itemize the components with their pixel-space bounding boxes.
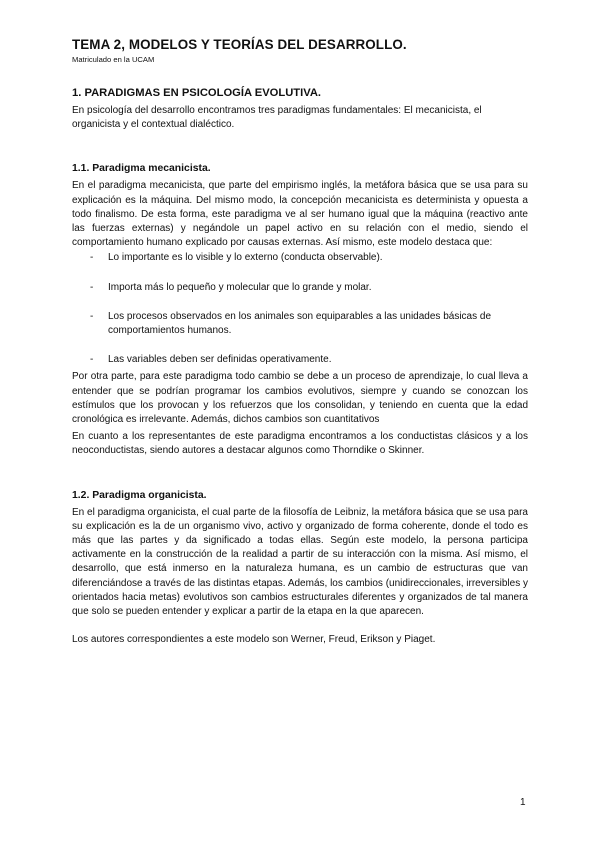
list-item [72,251,528,265]
section-1-intro: En psicología del desarrollo encontramos tres paradigmas fundamentales: El mecanicista, el organicista y el contextual dialéctico. [72,105,482,131]
document-page [72,36,528,647]
list-dash: - [90,252,94,264]
list-item [72,281,528,295]
list-dash: - [90,354,94,366]
mechanicist-features-list [72,251,528,367]
section-1-1-paragraph-1: En el paradigma mecanicista, que parte del empirismo inglés, la metáfora básica que se usa para su explicación es la máquina. Del mismo modo, la concepción mecanicista es determinista y opuesta a todo finalismo. De esta forma, este paradigma ve al ser humano igual que la máquina (reactivo ante las fuerzas externas) y negándole un papel activo en su relación con el medio, siendo el comportamiento humano explicado por causas externas. Así mismo, este modelo destaca que: [72,180,528,249]
section-1-2 [72,489,528,648]
section-1-heading: 1. PARADIGMAS EN PSICOLOGÍA EVOLUTIVA. [72,87,322,99]
section-1-1 [72,162,528,458]
section-1-1-paragraph-3: En cuanto a los representantes de este paradigma encontramos a los conductistas clásicos y a los neoconductistas, siendo autores a destacar algunos como Thorndike o Skinner. [72,431,528,457]
list-item-text: Importa más lo pequeño y molecular que lo grande y molar. [108,281,372,293]
section-1-2-paragraph-1: En el paradigma organicista, el cual parte de la filosofía de Leibniz, la metáfora básica que se usa para su explicación es la de un organismo vivo, activo y organizado de forma coherente, donde el todo es más que las partes y da significado a todas ellas. Según este modelo, la persona participa activamente en la construcción de la realidad a partir de su interacción con la misma. Así mismo, el desarrollo, que está inmerso en la naturaleza humana, es un cambio de estructuras que van diferenciándose a través de las distintas etapas. Además, los cambios (unidireccionales, irreversibles y orientados hacia metas) evolutivos son cambios estructurales diferentes y organizados de tal manera que solo se pueden entender y explicar a partir de la etapa en la que aparecen. [72,506,528,618]
list-item [72,310,528,338]
section-1-1-heading: 1.1. Paradigma mecanicista. [72,163,211,175]
list-item-text: Las variables deben ser definidas operativamente. [108,354,332,366]
document-title: TEMA 2, MODELOS Y TEORÍAS DEL DESARROLLO. [72,37,407,52]
section-1-1-paragraph-2: Por otra parte, para este paradigma todo cambio se debe a un proceso de aprendizaje, lo cual lleva a entender que se podrían programar los cambios evolutivos, siempre y cuando se conozcan los estímulos que los provocan y los refuerzos que los consolidan, y teniendo en cuenta que la edad cronológica es irrelevante. Además, dichos cambios son cuantitativos [72,371,528,426]
section-1-2-heading: 1.2. Paradigma organicista. [72,489,207,501]
page-number: 1 [520,797,526,808]
document-subtitle: Matriculado en la UCAM [72,55,155,64]
list-item-text: Lo importante es lo visible y lo externo (conducta observable). [108,252,383,264]
list-item-text: Los procesos observados en los animales son equiparables a las unidades básicas de comportamientos humanos. [108,310,492,337]
list-dash: - [90,310,94,322]
list-item [72,353,528,367]
list-dash: - [90,281,94,293]
section-1-2-paragraph-2: Los autores correspondientes a este modelo son Werner, Freud, Erikson y Piaget. [72,634,436,646]
